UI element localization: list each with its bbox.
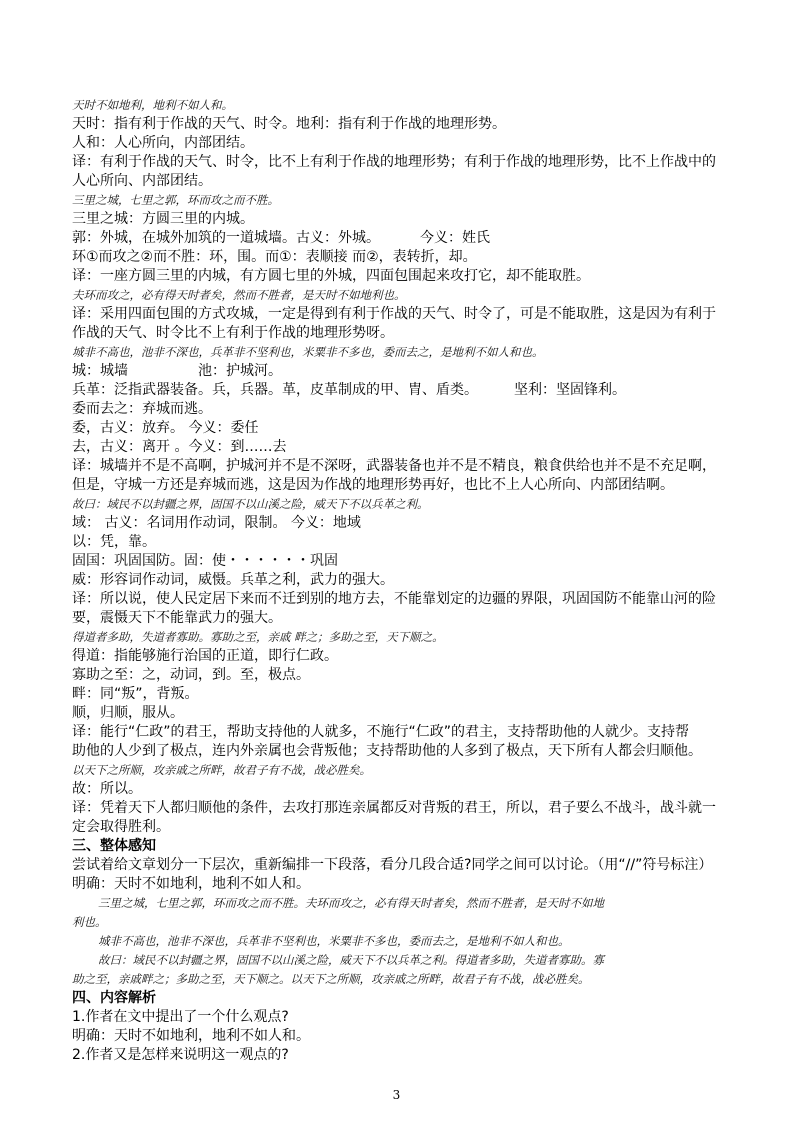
annotation-line: 畔：同“叛”，背叛。	[72, 686, 199, 702]
classical-text-line: 故曰：域民不以封疆之界，固国不以山溪之险，威天下不以兵革之利。	[72, 497, 429, 511]
annotation-line: 威：形容词作动词，威慑。兵革之利，武力的强大。	[72, 572, 394, 588]
annotation-line: 去，古义：离开 。今义：到……去	[72, 439, 287, 455]
annotation-line	[72, 362, 722, 381]
classical-text-line: 得道者多助，失道者寡助。寡助之至，亲戚 畔之；多助之至，天下顺之。	[72, 630, 444, 644]
annotation-line: 固国：巩固国防。固：使・・・・・・巩固	[72, 553, 338, 569]
question-line: 2.作者又是怎样来说明这一观点的?	[72, 1047, 289, 1063]
classical-text-line: 故曰：域民不以封疆之界，固国不以山溪之险，威天下不以兵革之利。得道者多助，失道者寡助。寡	[98, 953, 604, 967]
translation-line: 作战的天气、时令比不上有利于作战的地理形势呀。	[72, 325, 394, 341]
question-line: 1.作者在文中提出了一个什么观点?	[72, 1009, 289, 1025]
classical-text-line: 城非不高也，池非不深也，兵革非不坚利也，米粟非不多也，委而去之，是地利不如人和也。	[72, 345, 544, 359]
translation-line: 译：能行“仁政”的君王，帮助支持他的人就多，不施行“仁政”的君主，支持帮助他的人就少。支持帮	[72, 724, 690, 740]
translation-line: 译：一座方圆三里的内城，有方圆七里的外城，四面包围起来攻打它，却不能取胜。	[72, 268, 590, 284]
annotation-text: 池：护城河。	[198, 363, 282, 379]
translation-line: 要，震慑天下不能靠武力的强大。	[72, 610, 282, 626]
classical-text-line: 天时不如地利，地利不如人和。	[72, 98, 233, 112]
annotation-text: 兵革：泛指武器装备。兵，兵器。革，皮革制成的甲、胄、盾类。	[72, 382, 478, 398]
classical-text-line: 夫环而攻之，必有得天时者矣，然而不胜者，是天时不如地利也。	[72, 288, 406, 302]
annotation-line: 人和：人心所向，内部团结。	[72, 135, 254, 151]
annotation-line: 天时：指有利于作战的天气、时令。地利：指有利于作战的地理形势。	[72, 116, 506, 132]
translation-line: 但是，守城一方还是弃城而逃，这是因为作战的地理形势再好，也比不上人心所向、内部团结啊。	[72, 477, 674, 493]
translation-line: 译：采用四面包围的方式攻城，一定是得到有利于作战的天气、时令了，可是不能取胜，这是因为有利于	[72, 306, 716, 322]
translation-line: 译：所以说，使人民定居下来而不迁到别的地方去，不能靠划定的边疆的界限，巩固国防不能靠山河的险	[72, 591, 716, 607]
translation-line: 译：凭着天下人都归顺他的条件，去攻打那连亲属都反对背叛的君王，所以，君子要么不战斗，战斗就一	[72, 800, 716, 816]
classical-text-line: 城非不高也，池非不深也，兵革非不坚利也，米粟非不多也，委而去之，是地利不如人和也。	[98, 934, 570, 948]
section-heading: 三、整体感知	[72, 838, 156, 854]
annotation-line: 寡助之至：之，动词，到。至，极点。	[72, 667, 310, 683]
annotation-line	[72, 229, 722, 248]
annotation-line: 顺，归顺，服从。	[72, 705, 184, 721]
annotation-text: 坚利：坚固锋利。	[514, 382, 626, 398]
annotation-line	[72, 381, 722, 400]
translation-line: 译：城墙并不是不高啊，护城河并不是不深呀，武器装备也并不是不精良，粮食供给也并不是不充足啊，	[72, 458, 716, 474]
page-content	[72, 96, 722, 1065]
answer-line: 明确：天时不如地利，地利不如人和。	[72, 876, 310, 892]
annotation-line: 得道：指能够施行治国的正道，即行仁政。	[72, 648, 338, 664]
annotation-line: 以：凭，靠。	[72, 534, 156, 550]
annotation-line: 域： 古义：名词用作动词，限制。 今义：地域	[72, 515, 361, 531]
classical-text-line: 三里之城，七里之郭，环而攻之而不胜。	[72, 193, 279, 207]
translation-line: 译：有利于作战的天气、时令，比不上有利于作战的地理形势；有利于作战的地理形势，比不上作战中的	[72, 154, 716, 170]
classical-text-line: 三里之城，七里之郭，环而攻之而不胜。夫环而攻之，必有得天时者矣，然而不胜者，是天时不如地	[98, 896, 604, 910]
translation-line: 助他的人少到了极点，连内外亲属也会背叛他；支持帮助他的人多到了极点，天下所有人都会归顺他。	[72, 743, 702, 759]
classical-text-line: 利也。	[72, 915, 107, 929]
answer-line: 明确：天时不如地利，地利不如人和。	[72, 1028, 310, 1044]
annotation-line: 环①而攻之②而不胜：环，围。而①：表顺接 而②，表转折，却。	[72, 249, 477, 265]
instruction-line: 尝试着给文章划分一下层次，重新编排一下段落，看分几段合适?同学之间可以讨论。（用“//”符号标注）	[72, 857, 713, 873]
classical-text-line: 助之至，亲戚畔之；多助之至，天下顺之。以天下之所顺，攻亲戚之所畔，故君子有不战，战必胜矣。	[72, 972, 590, 986]
annotation-line: 故：所以。	[72, 781, 142, 797]
annotation-text: 郭：外城，在城外加筑的一道城墙。古义：外城。	[72, 230, 380, 246]
translation-line: 人心所向、内部团结。	[72, 173, 212, 189]
classical-text-line: 以天下之所顺，攻亲戚之所畔，故君子有不战，战必胜矣。	[72, 763, 371, 777]
section-heading: 四、内容解析	[72, 990, 156, 1006]
annotation-line: 委，古义：放弃。 今义：委任	[72, 420, 259, 436]
annotation-text: 今义：姓氏	[420, 230, 490, 246]
page-number: 3	[392, 1088, 401, 1102]
translation-line: 定会取得胜利。	[72, 819, 170, 835]
annotation-line: 三里之城：方圆三里的内城。	[72, 211, 254, 227]
annotation-text: 城：城墙	[72, 363, 128, 379]
annotation-line: 委而去之：弃城而逃。	[72, 401, 212, 417]
